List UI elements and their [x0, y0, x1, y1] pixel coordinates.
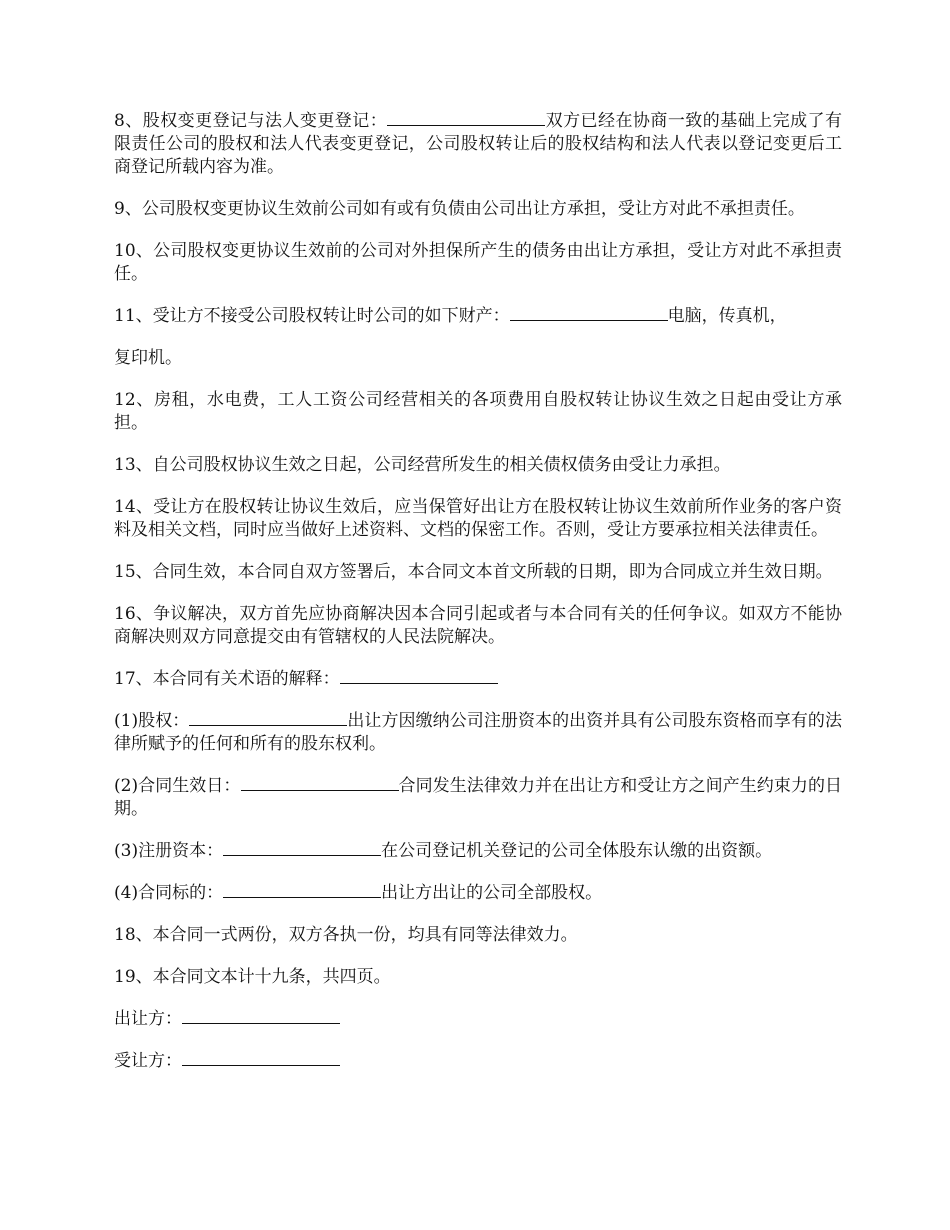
clause-11 — [114, 305, 842, 328]
signature-transferor — [114, 1008, 842, 1031]
clause-text: 19、本合同文本计十九条，共四页。 — [114, 967, 391, 987]
clause-text: (4)合同标的： — [114, 883, 224, 903]
fill-in-blank — [189, 710, 347, 726]
clause-11-continued — [114, 347, 842, 370]
clause-text: 出让方因缴纳公司注册资本的出资并具有公司股东资格而享有的法律所赋予的任何和所有的股东权利。 — [114, 711, 842, 754]
clause-text: 8、股权变更登记与法人变更登记： — [114, 111, 388, 131]
clause-17 — [114, 668, 842, 691]
signature-label: 受让方： — [114, 1051, 182, 1071]
clause-text: (1)股权： — [114, 711, 190, 731]
clause-text: 10、公司股权变更协议生效前的公司对外担保所产生的债务由出让方承担，受让方对此不承担责任。 — [114, 241, 842, 284]
signature-transferee — [114, 1050, 842, 1073]
clause-9 — [114, 198, 842, 221]
clause-17-1 — [114, 710, 842, 756]
fill-in-blank — [387, 110, 545, 126]
fill-in-blank — [223, 882, 381, 898]
clause-text: (2)合同生效日： — [114, 776, 241, 796]
clause-14 — [114, 496, 842, 542]
clause-19 — [114, 966, 842, 989]
clause-15 — [114, 561, 842, 584]
clause-17-2 — [114, 775, 842, 821]
fill-in-blank — [510, 305, 668, 321]
clause-text: 在公司登记机关登记的公司全体股东认缴的出资额。 — [381, 841, 773, 861]
clause-text: 16、争议解决，双方首先应协商解决因本合同引起或者与本合同有关的任何争议。如双方不能协商解决则双方同意提交由有管辖权的人民法院解决。 — [114, 604, 842, 647]
clause-text: 9、公司股权变更协议生效前公司如有或有负债由公司出让方承担，受让方对此不承担责任。 — [114, 199, 805, 219]
clause-text: 12、房租，水电费，工人工资公司经营相关的各项费用自股权转让协议生效之日起由受让方承担。 — [114, 390, 842, 433]
document-page — [114, 110, 842, 1092]
clause-17-3 — [114, 840, 842, 863]
signature-label: 出让方： — [114, 1009, 182, 1029]
clause-18 — [114, 924, 842, 947]
fill-in-blank — [241, 775, 399, 791]
clause-text: 出让方出让的公司全部股权。 — [381, 883, 603, 903]
signature-blank — [182, 1050, 340, 1066]
signature-blank — [182, 1008, 340, 1024]
clause-text: 17、本合同有关术语的解释： — [114, 669, 340, 689]
clause-13 — [114, 454, 842, 477]
clause-text: 合同发生法律效力并在出让方和受让方之间产生约束力的日期。 — [114, 776, 843, 819]
fill-in-blank — [340, 668, 498, 684]
clause-text: 15、合同生效，本合同自双方签署后，本合同文本首文所载的日期，即为合同成立并生效日期。 — [114, 562, 833, 582]
clause-text: 18、本合同一式两份，双方各执一份，均具有同等法律效力。 — [114, 925, 578, 945]
clause-text: 复印机。 — [114, 348, 182, 368]
clause-text: 11、受让方不接受公司股权转让时公司的如下财产： — [114, 306, 510, 326]
clause-10 — [114, 240, 842, 286]
clause-text: (3)注册资本： — [114, 841, 224, 861]
clause-text: 电脑，传真机， — [667, 306, 787, 326]
clause-8 — [114, 110, 842, 179]
clause-text: 13、自公司股权协议生效之日起，公司经营所发生的相关债权债务由受让力承担。 — [114, 455, 731, 475]
clause-text: 双方已经在协商一致的基础上完成了有限责任公司的股权和法人代表变更登记，公司股权转让后的股权结构和法人代表以登记变更后工商登记所载内容为准。 — [114, 111, 842, 177]
clause-text: 14、受让方在股权转让协议生效后，应当保管好出让方在股权转让协议生效前所作业务的客户资料及相关文档，同时应当做好上述资料、文档的保密工作。否则，受让方要承拉相关法律责任。 — [114, 497, 842, 540]
clause-16 — [114, 603, 842, 649]
fill-in-blank — [223, 840, 381, 856]
clause-12 — [114, 389, 842, 435]
clause-17-4 — [114, 882, 842, 905]
